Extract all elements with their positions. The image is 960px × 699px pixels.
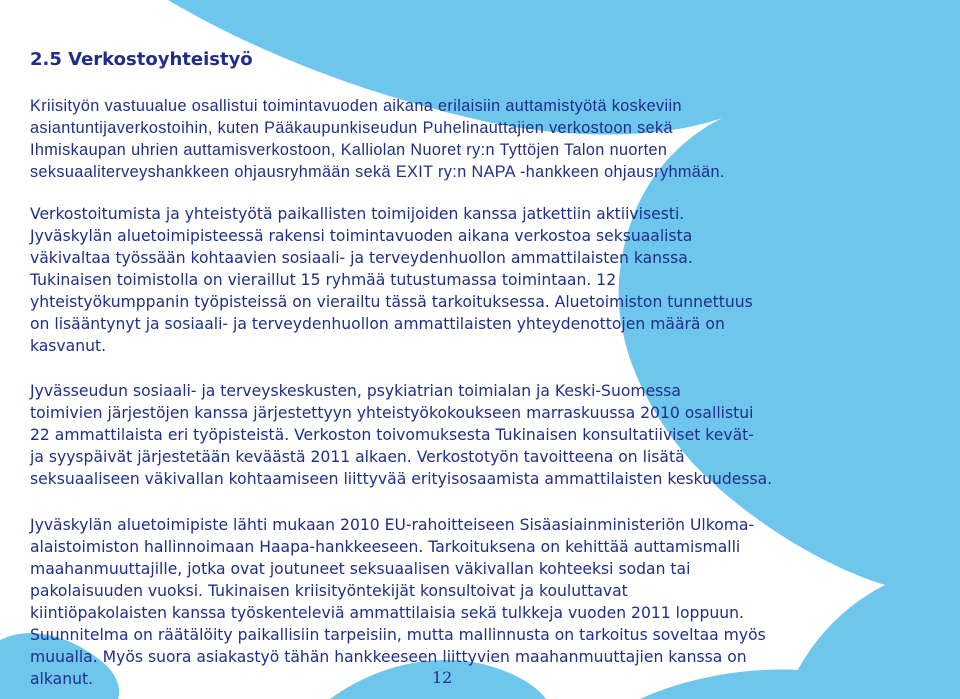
paragraph-line: Kriisityön vastuualue osallistui toimintavuoden aikana erilaisiin auttamistyötä koskeviin <box>30 97 682 115</box>
paragraph-line: alkanut. <box>30 670 94 688</box>
paragraph-line: Jyvässeudun sosiaali- ja terveyskeskusten, psykiatrian toimialan ja Keski-Suomessa <box>30 382 681 400</box>
paragraph-line: väkivaltaa työssään kohtaavien sosiaali- ja terveydenhuollon ammattilaisten kanssa. <box>30 249 693 267</box>
paragraph-line: Jyväskylän aluetoimipiste lähti mukaan 2010 EU-rahoitteiseen Sisäasiainministeriön Ulkoma- <box>30 516 755 534</box>
paragraph-line: kasvanut. <box>30 337 107 355</box>
paragraph-networks <box>30 95 930 183</box>
paragraph-line: Suunnitelma on räätälöity paikallisiin tarpeisiin, mutta mallinnusta on tarkoitus soveltaa myös <box>30 626 766 644</box>
paragraph-line: yhteistyökumppanin työpisteissä on vierailtu tässä tarkoituksessa. Aluetoimiston tunnettuus <box>30 293 753 311</box>
paragraph-line: Ihmiskaupan uhrien auttamisverkostoon, Kalliolan Nuoret ry:n Tyttöjen Talon nuorten <box>30 141 668 159</box>
paragraph-haapa-project <box>30 514 930 690</box>
paragraph-line: alaistoimiston hallinnoimaan Haapa-hankkeeseen. Tarkoituksena on kehittää auttamismalli <box>30 538 741 556</box>
paragraph-line: Jyväskylän aluetoimipisteessä rakensi toimintavuoden aikana verkostoa seksuaalista <box>30 227 693 245</box>
paragraph-line: muualla. Myös suora asiakastyö tähän hankkeeseen liittyvien maahanmuuttajien kanssa on <box>30 648 747 666</box>
paragraph-line: pakolaisuuden vuoksi. Tukinaisen kriisityöntekijät konsultoivat ja kouluttavat <box>30 582 628 600</box>
paragraph-line: 22 ammattilaista eri työpisteistä. Verkoston toivomuksesta Tukinaisen konsultatiiviset kevät- <box>30 426 754 444</box>
paragraph-line: Tukinaisen toimistolla on vieraillut 15 ryhmää tutustumassa toimintaan. 12 <box>30 271 617 289</box>
paragraph-local-cooperation <box>30 203 930 357</box>
paragraph-cooperation-meeting <box>30 380 930 490</box>
paragraph-line: maahanmuuttajille, jotka ovat joutuneet seksuaalisen väkivallan kohteeksi sodan tai <box>30 560 691 578</box>
paragraph-line: asiantuntijaverkostoihin, kuten Pääkaupunkiseudun Puhelinauttajien verkostoon sekä <box>30 119 673 137</box>
paragraph-line: seksuaaliterveyshankkeen ohjausryhmään sekä EXIT ry:n NAPA -hankkeen ohjausryhmään. <box>30 163 725 181</box>
paragraph-line: kiintiöpakolaisten kanssa työskenteleviä ammattilaisia sekä tulkkeja vuoden 2011 loppuun. <box>30 604 744 622</box>
section-heading: 2.5 Verkostoyhteistyö <box>30 49 253 70</box>
paragraph-line: toimivien järjestöjen kanssa järjestettyyn yhteistyökokoukseen marraskuussa 2010 osallistui <box>30 404 754 422</box>
paragraph-line: ja syyspäivät järjestetään keväästä 2011 alkaen. Verkostotyön tavoitteena on lisätä <box>30 448 685 466</box>
paragraph-line: Verkostoitumista ja yhteistyötä paikallisten toimijoiden kanssa jatkettiin aktiivisesti. <box>30 205 685 223</box>
page-number: 12 <box>432 668 453 687</box>
paragraph-line: on lisääntynyt ja sosiaali- ja terveydenhuollon ammattilaisten yhteydenottojen määrä on <box>30 315 725 333</box>
paragraph-line: seksuaaliseen väkivallan kohtaamiseen liittyvää erityisosaamista ammattilaisten keskuudessa. <box>30 470 773 488</box>
